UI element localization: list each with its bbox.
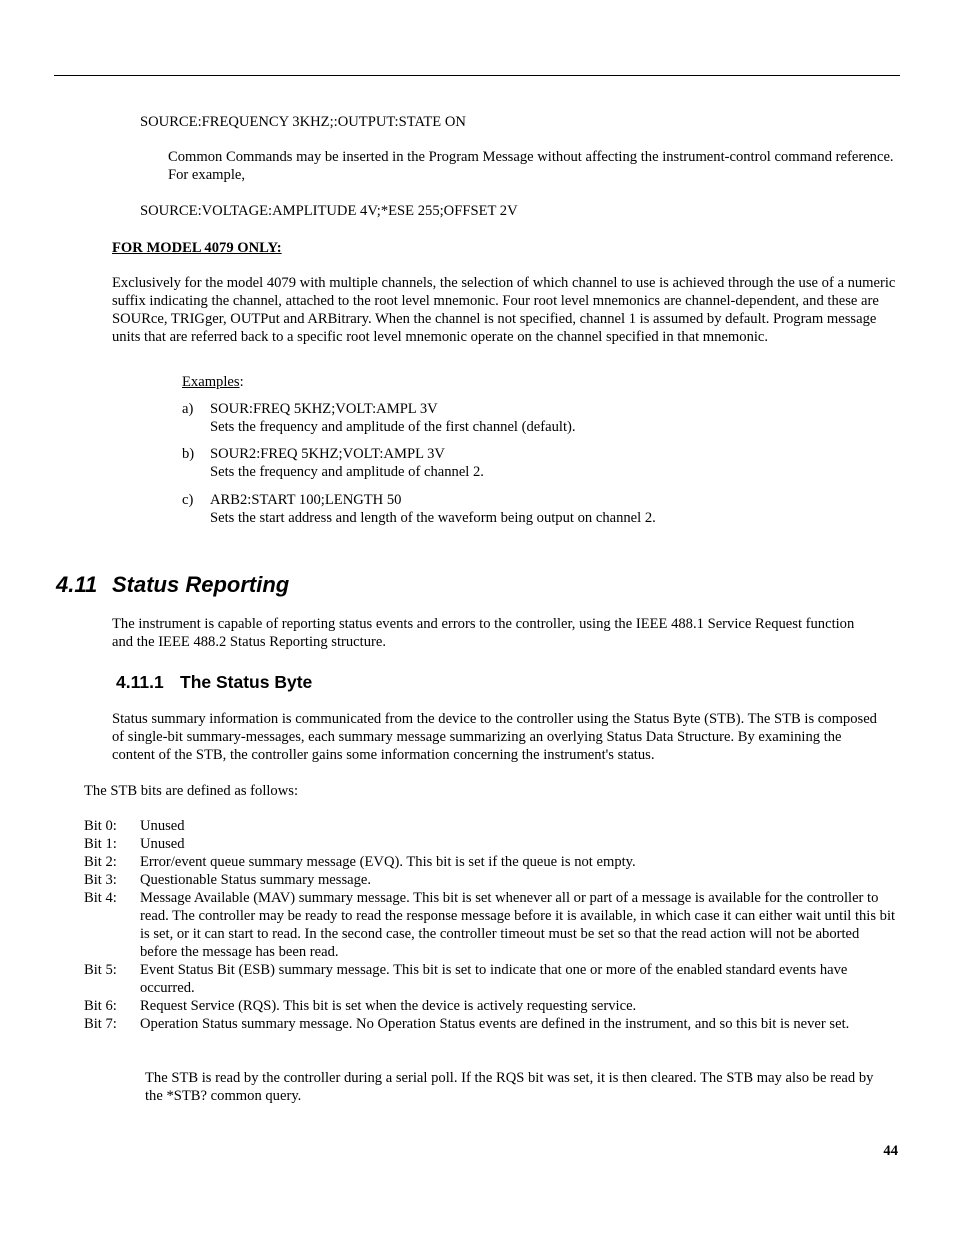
stb-bit-list [84,817,899,1033]
header-rule [54,75,900,76]
stb-intro: The STB bits are defined as follows: [84,783,298,799]
subsection-heading [116,672,312,692]
bit-label: Bit 6: [84,998,117,1014]
bit-definition [84,835,899,853]
common-commands-note: Common Commands may be inserted in the Program Message without affecting the instrument-control command reference. For example, [168,149,894,183]
bit-description: Request Service (RQS). This bit is set when the device is actively requesting service. [140,998,637,1014]
bit-label: Bit 4: [84,890,117,906]
bit-label: Bit 1: [84,836,117,852]
stb-read-paragraph: The STB is read by the controller during a serial poll. If the RQS bit was set, it is then cleared. The STB may also be read by the *STB? common query. [145,1070,874,1104]
example-letter: b) [182,446,195,462]
bit-definition [84,853,899,871]
bit-definition [84,889,899,961]
bit-description: Questionable Status summary message. [140,872,372,888]
bit-description: Error/event queue summary message (EVQ). This bit is set if the queue is not empty. [140,854,636,870]
example-item [182,400,802,436]
example-description: Sets the frequency and amplitude of channel 2. [210,464,484,480]
bit-label: Bit 7: [84,1016,117,1032]
example-item [182,491,802,527]
example-command: ARB2:START 100;LENGTH 50 [210,492,402,508]
example-description: Sets the start address and length of the waveform being output on channel 2. [210,510,656,526]
page-number: 44 [883,1143,898,1159]
section-title: Status Reporting [112,572,290,597]
bit-description: Message Available (MAV) summary message. This bit is set whenever all or part of a message is available for the controller to read. The controller may be ready to read the response message before it is available, in which case it can either wait until this bit is set, or it can start to read. In the second case, the controller timeout must be set so that the read action will not be aborted before the message has been read. [140,890,896,960]
examples-label [182,373,244,391]
example-command: SOUR2:FREQ 5KHZ;VOLT:AMPL 3V [210,446,445,462]
example-command: SOUR:FREQ 5KHZ;VOLT:AMPL 3V [210,401,438,417]
section-number: 4.11 [56,572,98,597]
subsection-title: The Status Byte [180,672,313,692]
bit-label: Bit 2: [84,854,117,870]
bit-description: Operation Status summary message. No Operation Status events are defined in the instrument, and so this bit is never set. [140,1016,850,1032]
bit-label: Bit 5: [84,962,117,978]
example-letter: a) [182,401,194,417]
bit-description: Unused [140,836,185,852]
examples-label-colon: : [239,374,244,390]
subsection-number: 4.11.1 [116,672,164,692]
bit-definition [84,871,899,889]
model-4079-heading: FOR MODEL 4079 ONLY: [112,240,282,256]
command-example-1: SOURCE:FREQUENCY 3KHZ;:OUTPUT:STATE ON [140,114,466,130]
subsection-paragraph: Status summary information is communicated from the device to the controller using the Status Byte (STB). The STB is composed of single-bit summary-messages, each summary message summarizing an overlying Status Data Structure. By examining the content of the STB, the controller gains some information concerning the instrument's status. [112,711,877,763]
section-heading [56,572,289,598]
section-paragraph: The instrument is capable of reporting status events and errors to the controller, using the IEEE 488.1 Service Request function and the IEEE 488.2 Status Reporting structure. [112,616,855,650]
bit-label: Bit 0: [84,818,117,834]
model-4079-paragraph: Exclusively for the model 4079 with multiple channels, the selection of which channel to use is achieved through the use of a numeric suffix indicating the channel, attached to the root level mnemonic. Four root level mnemonics are channel-dependent, and these are SOURce, TRIGger, OUTPut and ARBitrary. When the channel is not specified, channel 1 is assumed by default. Program message units that are referred back to a specific root level mnemonic operate on the channel specified in that mnemonic. [112,275,896,345]
example-item [182,445,802,481]
bit-definition [84,997,899,1015]
bit-definition [84,961,899,997]
command-example-2: SOURCE:VOLTAGE:AMPLITUDE 4V;*ESE 255;OFFSET 2V [140,203,518,219]
bit-label: Bit 3: [84,872,117,888]
example-description: Sets the frequency and amplitude of the first channel (default). [210,419,576,435]
bit-definition [84,1015,899,1033]
bit-definition [84,817,899,835]
bit-description: Unused [140,818,185,834]
examples-label-text: Examples [182,374,240,390]
example-letter: c) [182,492,194,508]
bit-description: Event Status Bit (ESB) summary message. This bit is set to indicate that one or more of the enabled standard events have occurred. [140,962,848,996]
